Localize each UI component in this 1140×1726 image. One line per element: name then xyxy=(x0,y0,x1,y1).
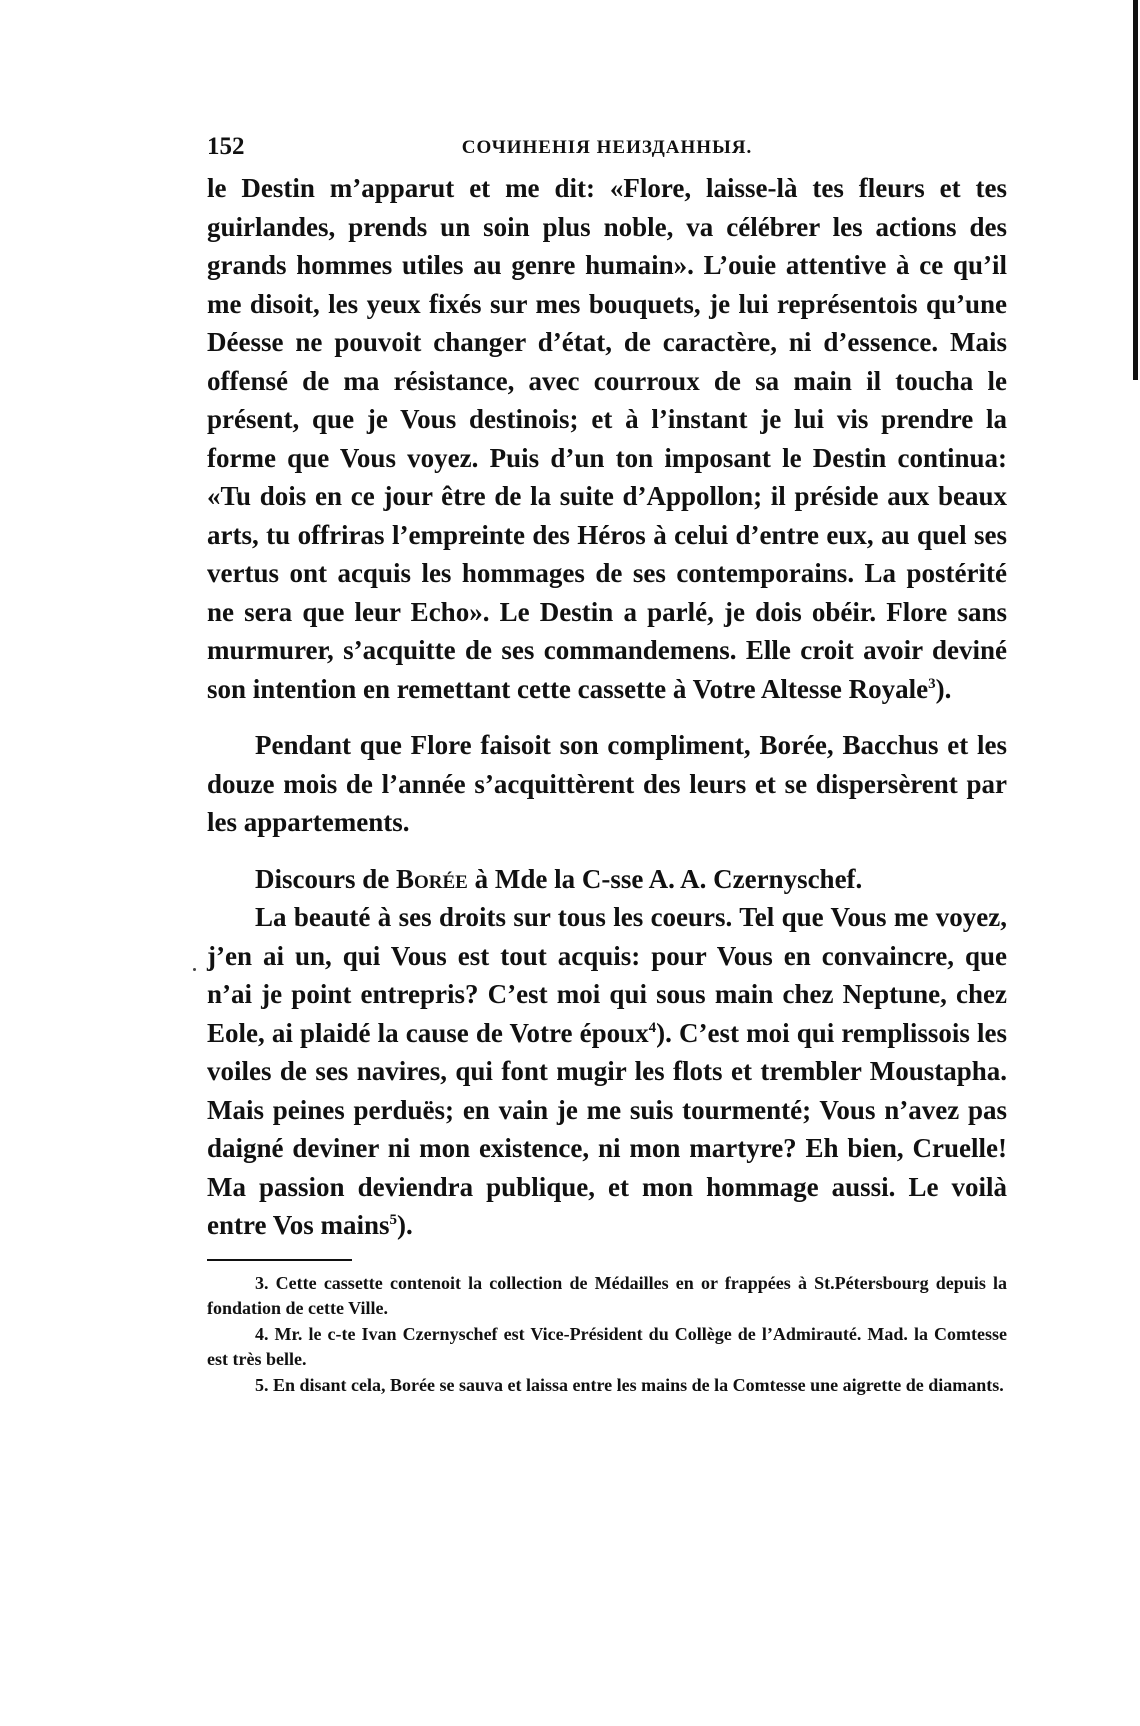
paragraph-dispersal: Pendant que Flore faisoit son compliment, Borée, Bacchus et les douze mois de l’année s’acquittèrent des leurs et se dispersèrent par les appartements. xyxy=(207,730,1007,837)
paragraph-boree-speech xyxy=(207,898,1007,1245)
running-head xyxy=(207,125,1007,169)
footnote-3: 3. Cette cassette contenoit la collection de Médailles en or frappées à St.Pétersbourg depuis la fondation de cette Ville. xyxy=(207,1272,1007,1318)
footnote-5: 5. En disant cela, Borée se sauva et laissa entre les mains de la Comtesse une aigrette de diamants. xyxy=(255,1374,1004,1395)
heading-speaker: Borée xyxy=(396,863,468,894)
paragraph-end: ). xyxy=(935,673,952,704)
heading-suffix: à Mde la C-sse A. A. Czernyschef. xyxy=(474,863,863,894)
footnote-4: 4. Mr. le c-te Ivan Czernyschef est Vice-Président du Collège de l’Admirauté. Mad. la Comtesse est très belle. xyxy=(207,1323,1007,1369)
paragraph-text-part-2: ). C’est moi qui remplissois les voiles de ses navires, qui font mugir les flots et trembler Moustapha. Mais peines perduës; en vain je me suis tourmenté; Vous n’avez pas daigné deviner ni mon existence, ni mon martyre? Eh bien, Cruelle! Ma passion deviendra publique, et mon hommage aussi. Le voilà entre Vos mains xyxy=(207,1017,1007,1240)
footnote-ref-4: 4 xyxy=(648,1019,657,1036)
paragraph-flore-speech xyxy=(207,169,1007,708)
footnote-ref-3: 3 xyxy=(928,675,936,692)
section-heading xyxy=(207,860,1007,899)
scan-speck xyxy=(193,968,196,971)
page-number: 152 xyxy=(207,133,245,160)
paragraph-text-part-1: La beauté à ses droits sur tous les coeurs. Tel que Vous me voyez, j’en ai un, qui Vous est tout acquis: pour Vous en convaincre, que n’ai je point entrepris? C’est moi qui sous main chez Neptune, chez Eole, ai plaidé la cause de Votre époux xyxy=(207,902,1007,1048)
heading-prefix: Discours de xyxy=(255,863,390,894)
book-page xyxy=(207,125,1007,1398)
footnote-ref-5: 5 xyxy=(389,1212,398,1228)
paragraph-end: ). xyxy=(397,1210,413,1240)
footnote-divider xyxy=(207,1259,352,1261)
running-title: СОЧИНЕНІЯ НЕИЗДАННЫЯ. xyxy=(461,137,753,158)
scan-edge-rule xyxy=(1133,0,1138,380)
paragraph-text: le Destin m’apparut et me dit: «Flore, laisse-là tes fleurs et tes guirlandes, prends un soin plus noble, va célébrer les actions des grands hommes utiles au genre humain». L’ouie attentive à ce qu’il me disoit, les yeux fixés sur mes bouquets, je lui représentois qu’une Déesse ne pouvoit changer d’état, de caractère, ni d’essence. Mais offensé de ma résistance, avec courroux de sa main il toucha le présent, que je Vous destinois; et à l’instant je lui vis prendre la forme que Vous voyez. Puis d’un ton imposant le Destin continua: «Tu dois en ce jour être de la suite d’Appollon; il préside aux beaux arts, tu offriras l’empreinte des Héros à celui d’entre eux, au quel ses vertus ont acquis les hommages de ses contemporains. La postérité ne sera que leur Echo». Le Destin a parlé, je dois obéir. Flore sans murmurer, s’acquitte de ses commandemens. Elle croit avoir deviné son intention en remettant cette cassette à Votre Altesse Royale xyxy=(207,173,1007,704)
